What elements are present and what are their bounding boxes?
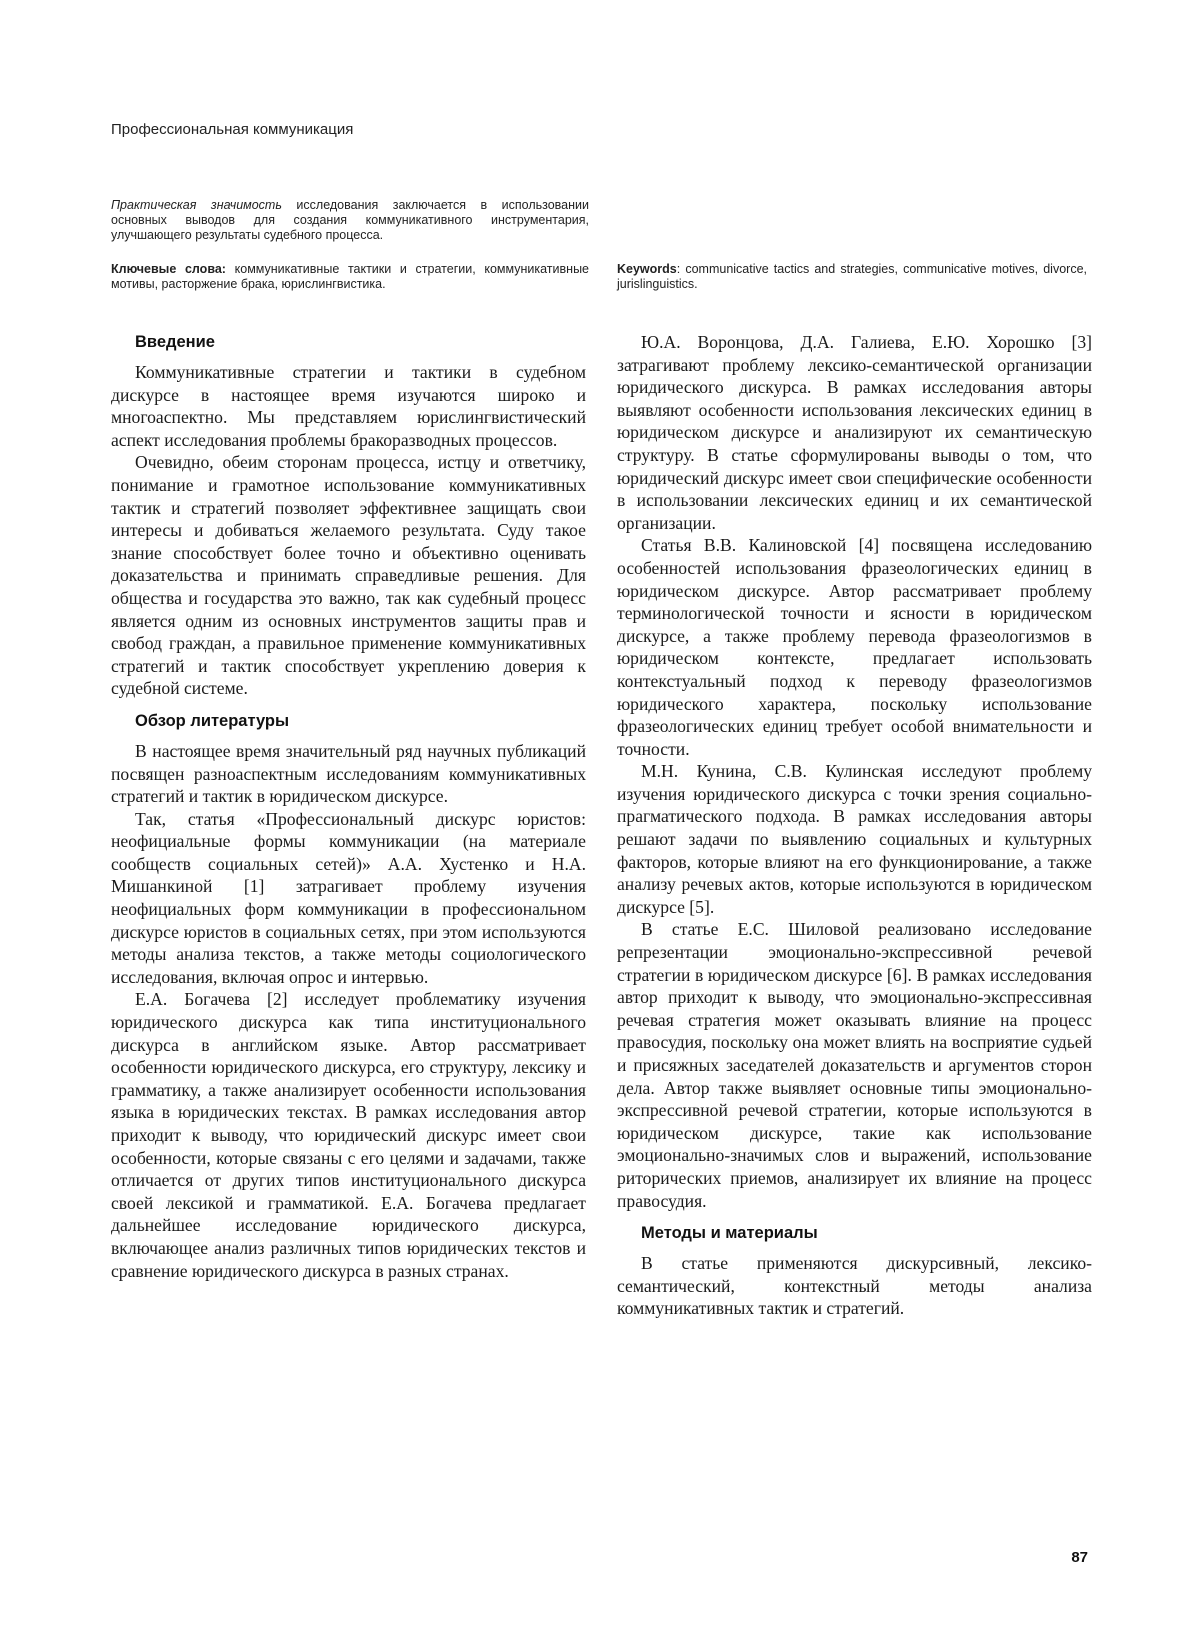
section-heading-introduction: Введение	[135, 333, 215, 351]
keywords-ru-label: Ключевые слова:	[111, 262, 226, 276]
keywords-ru	[111, 262, 589, 292]
paragraph: В настоящее время значительный ряд научных публикаций посвящен разноаспектным исследованиям коммуникативных стратегий и тактик в юридическом дискурсе.	[111, 740, 586, 807]
page-number: 87	[1071, 1549, 1088, 1566]
significance-text: исследования заключается в использовании основных выводов для создания коммуникативного инструментария, улучшающего результаты судебного процесса.	[111, 198, 589, 242]
paragraph: В статье применяются дискурсивный, лексико-семантический, контекстный методы анализа коммуникативных тактик и стратегий.	[617, 1253, 1092, 1319]
keywords-en-label: Keywords	[617, 262, 677, 276]
keywords-en-text: : communicative tactics and strategies, communicative motives, divorce, jurislinguistics.	[617, 262, 1087, 291]
keywords-ru-text: коммуникативные тактики и стратегии, коммуникативные мотивы, расторжение брака, юрислингвистика.	[111, 262, 589, 291]
abstract-significance	[111, 198, 589, 253]
running-head: Профессиональная коммуникация	[111, 121, 354, 138]
paragraph: В статье Е.С. Шиловой реализовано исследование репрезентации эмоционально-экспрессивной речевой стратегии в юридическом дискурсе [6]. В рамках исследования автор приходит к выводу, что эмоционально-экспрессивная речевая стратегия может оказывать влияние на процесс правосудия, поскольку она может влиять на восприятие судьей и присяжных заседателей доказательств и аргументов сторон дела. Автор также выявляет основные типы эмоционально-экспрессивной речевой стратегии, которые используются в юридическом дискурсе, такие как использование эмоционально-значимых слов и выражений, использование риторических приемов, анализирует их влияние на процесс правосудия.	[617, 919, 1092, 1211]
paragraph: Статья В.В. Калиновской [4] посвящена исследованию особенностей использования фразеологических единиц в юридическом дискурсе. Автор рассматривает проблему терминологической точности и ясности в юридическом дискурсе, а также проблему перевода фразеологизмов в юридическом контексте, предлагает использовать контекстуальный подход к переводу фразеологизмов юридического характера, поскольку использование фразеологических единиц требует особой внимательности и точности.	[617, 535, 1092, 759]
paragraph: М.Н. Кунина, С.В. Кулинская исследуют проблему изучения юридического дискурса с точки зрения социально-прагматического подхода. В рамках исследования авторы решают задачи по выявлению социальных и культурных факторов, которые влияют на его функционирование, а также анализу речевых актов, которые используются в юридическом дискурсе [5].	[617, 761, 1092, 917]
significance-paragraph	[111, 198, 589, 243]
paragraph: Очевидно, обеим сторонам процесса, истцу и ответчику, понимание и грамотное использование коммуникативных тактик и стратегий позволяет эффективнее защищать свои интересы и добиваться желаемого результата. Суду такое знание способствует более точно и объективно оценивать доказательства и принимать справедливые решения. Для общества и государства это важно, так как судебный процесс является одним из основных инструментов защиты прав и свобод граждан, а правильное применение коммуникативных стратегий и тактик способствует укреплению доверия к судебной системе.	[111, 452, 586, 699]
left-column	[111, 331, 586, 1282]
paragraph: Так, статья «Профессиональный дискурс юристов: неофициальные формы коммуникации (на материале сообществ социальных сетей)» А.А. Хустенко и Н.А. Мишанкиной [1] затрагивает проблему изучения неофициальных форм коммуникации в профессиональном дискурсе юристов в социальных сетях, при этом используются методы анализа текстов, а также методы социологического исследования, включая опрос и интервью.	[111, 808, 586, 987]
keywords-en	[617, 262, 1087, 292]
paragraph: Е.А. Богачева [2] исследует проблематику изучения юридического дискурса как типа институционального дискурса в английском языке. Автор рассматривает особенности юридического дискурса, его структуру, лексику и грамматику, а также анализирует особенности использования языка в юридических текстах. В рамках исследования автор приходит к выводу, что юридический дискурс имеет свои особенности, которые связаны с его целями и задачами, также отличается от других типов институционального дискурса своей лексикой и грамматикой. Е.А. Богачева предлагает дальнейшее исследование юридического дискурса, включающее анализ различных типов юридических текстов и сравнение юридического дискурса в разных странах.	[111, 989, 586, 1281]
paragraph: Коммуникативные стратегии и тактики в судебном дискурсе в настоящее время изучаются широко и многоаспектно. Мы представляем юрислингвистический аспект исследования проблемы бракоразводных процессов.	[111, 362, 586, 450]
significance-label: Практическая значимость	[111, 198, 282, 212]
paragraph: Ю.А. Воронцова, Д.А. Галиева, Е.Ю. Хорошко [3] затрагивают проблему лексико-семантической организации юридического дискурса. В рамках исследования авторы выявляют особенности использования лексических единиц в юридическом дискурсе и анализируют их семантическую структуру. В статье сформулированы выводы о том, что юридический дискурс имеет свои специфические особенности в использовании лексических единиц и их семантической организации.	[617, 332, 1092, 533]
section-heading-methods: Методы и материалы	[641, 1224, 818, 1243]
right-column	[617, 331, 1092, 1320]
section-heading-literature-review: Обзор литературы	[135, 711, 290, 730]
